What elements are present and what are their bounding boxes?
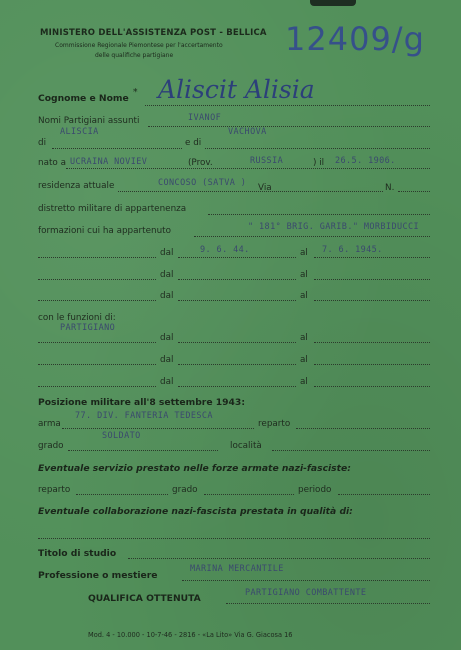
residence-value: CONCOSO (SATVA ) bbox=[158, 178, 247, 188]
to-label: al bbox=[300, 248, 308, 258]
birth-date: 26.5. 1906. bbox=[335, 156, 396, 166]
localita-label: località bbox=[230, 441, 262, 451]
nazi-service-title: Eventuale servizio prestato nelle forze armate nazi-fasciste: bbox=[38, 463, 351, 474]
dotted-line bbox=[314, 342, 430, 343]
formations-value: " 181° BRIG. GARIB." MORBIDUCCI bbox=[248, 222, 420, 232]
surname-value: Aliscit Alisia bbox=[158, 75, 315, 104]
dotted-line bbox=[178, 364, 296, 365]
periodo-label: periodo bbox=[298, 485, 332, 495]
dotted-line bbox=[178, 342, 296, 343]
dotted-line bbox=[314, 279, 430, 280]
via-label: Via bbox=[258, 183, 272, 193]
alias-label: Nomi Partigiani assunti bbox=[38, 116, 140, 126]
prov-value: RUSSIA bbox=[250, 156, 284, 166]
dotted-line bbox=[398, 191, 430, 192]
to-label: al bbox=[300, 291, 308, 301]
dotted-line bbox=[38, 538, 430, 539]
residence-label: residenza attuale bbox=[38, 181, 115, 191]
dotted-line bbox=[314, 300, 430, 301]
dotted-line bbox=[314, 386, 430, 387]
born-place: UCRAINA NOVIEV bbox=[70, 157, 148, 167]
dotted-line bbox=[178, 300, 296, 301]
print-footer: Mod. 4 - 10.000 - 10-7-46 - 2816 - «La Lito» Via G. Giacosa 16 bbox=[88, 631, 293, 639]
date-label: ) il bbox=[313, 158, 325, 168]
prov-label: (Prov. bbox=[188, 158, 213, 168]
grado-value: SOLDATO bbox=[102, 431, 141, 441]
reparto-label: reparto bbox=[258, 419, 291, 429]
dotted-line bbox=[208, 214, 430, 215]
dotted-line bbox=[38, 300, 156, 301]
to-label: al bbox=[300, 355, 308, 365]
dotted-line bbox=[118, 191, 383, 192]
dotted-line bbox=[128, 558, 430, 559]
nazi-grado-label: grado bbox=[172, 485, 198, 495]
dotted-line bbox=[314, 364, 430, 365]
star-icon: * bbox=[133, 88, 138, 98]
number-label: N. bbox=[385, 183, 395, 193]
dotted-line bbox=[205, 148, 430, 149]
mother-value: VACHOVA bbox=[228, 127, 267, 137]
dotted-line bbox=[226, 603, 430, 604]
father-label: di bbox=[38, 138, 47, 148]
from-label: dal bbox=[160, 248, 174, 258]
torn-edge bbox=[310, 0, 356, 6]
grado-label: grado bbox=[38, 441, 64, 451]
dotted-line bbox=[178, 386, 296, 387]
mother-label: e di bbox=[185, 138, 202, 148]
functions-label: con le funzioni di: bbox=[38, 313, 116, 323]
profession-value: MARINA MERCANTILE bbox=[190, 564, 284, 574]
from-label: dal bbox=[160, 377, 174, 387]
nazi-collab-title: Eventuale collaborazione nazi-fascista prestata in qualità di: bbox=[38, 506, 353, 517]
position-title: Posizione militare all'8 settembre 1943: bbox=[38, 397, 245, 408]
dotted-line bbox=[68, 450, 218, 451]
qualification-label: QUALIFICA OTTENUTA bbox=[88, 593, 201, 604]
dotted-line bbox=[38, 279, 156, 280]
service-to: 7. 6. 1945. bbox=[322, 245, 383, 255]
born-label: nato a bbox=[38, 158, 66, 168]
qualifications-line: delle qualifiche partigiane bbox=[95, 52, 174, 59]
commission-line: Commissione Regionale Piemontese per l'accertamento bbox=[55, 42, 223, 49]
dotted-line bbox=[62, 428, 254, 429]
dotted-line bbox=[38, 364, 156, 365]
arma-value: 77. DIV. FANTERIA TEDESCA bbox=[75, 411, 213, 421]
dotted-line bbox=[66, 168, 430, 169]
father-value: ALISCIA bbox=[60, 127, 99, 137]
from-label: dal bbox=[160, 270, 174, 280]
from-label: dal bbox=[160, 291, 174, 301]
service-from: 9. 6. 44. bbox=[200, 245, 250, 255]
education-label: Titolo di studio bbox=[38, 548, 117, 559]
to-label: al bbox=[300, 333, 308, 343]
dotted-line bbox=[148, 126, 430, 127]
dotted-line bbox=[204, 494, 294, 495]
dotted-line bbox=[338, 494, 430, 495]
nazi-reparto-label: reparto bbox=[38, 485, 71, 495]
surname-label: Cognome e Nome bbox=[38, 93, 129, 104]
card-number: 12409/g bbox=[285, 20, 425, 58]
dotted-line bbox=[272, 450, 430, 451]
to-label: al bbox=[300, 377, 308, 387]
arma-label: arma bbox=[38, 419, 61, 429]
functions-value: PARTIGIANO bbox=[60, 323, 116, 333]
ministry-heading: MINISTERO DELL'ASSISTENZA POST - BELLICA bbox=[40, 28, 267, 38]
to-label: al bbox=[300, 270, 308, 280]
dotted-line bbox=[52, 148, 182, 149]
dotted-line bbox=[296, 428, 430, 429]
alias-value: IVANOF bbox=[188, 113, 222, 123]
from-label: dal bbox=[160, 355, 174, 365]
dotted-line bbox=[178, 257, 296, 258]
dotted-line bbox=[178, 279, 296, 280]
district-label: distretto militare di appartenenza bbox=[38, 204, 187, 214]
dotted-line bbox=[38, 342, 156, 343]
profession-label: Professione o mestiere bbox=[38, 570, 158, 581]
dotted-line bbox=[76, 494, 168, 495]
dotted-line bbox=[145, 105, 430, 106]
dotted-line bbox=[38, 386, 156, 387]
qualification-value: PARTIGIANO COMBATTENTE bbox=[245, 588, 367, 598]
dotted-line bbox=[38, 257, 156, 258]
from-label: dal bbox=[160, 333, 174, 343]
formations-label: formazioni cui ha appartenuto bbox=[38, 226, 171, 236]
dotted-line bbox=[314, 257, 430, 258]
dotted-line bbox=[182, 580, 430, 581]
dotted-line bbox=[194, 236, 430, 237]
